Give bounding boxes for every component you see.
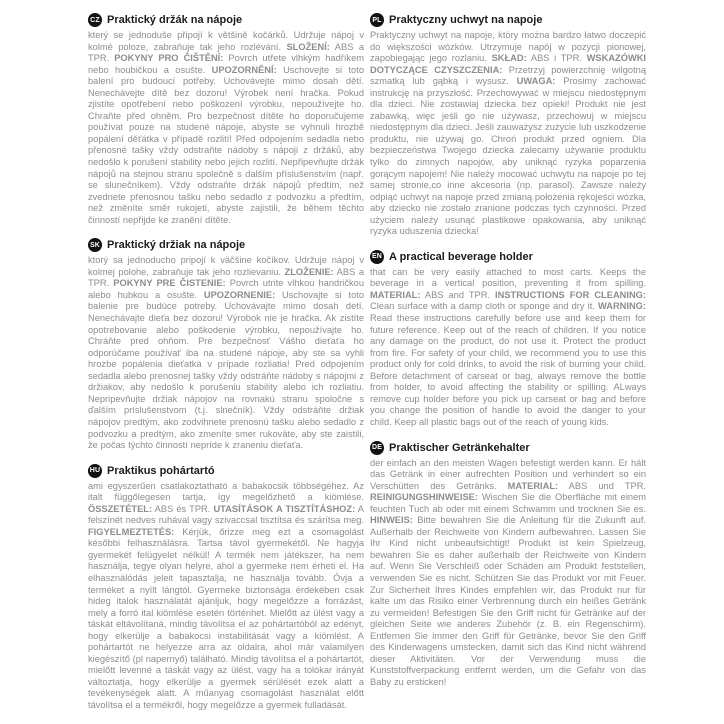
section-header (88, 464, 364, 478)
language-badge: CZ (88, 13, 102, 27)
section-body-text: der einfach an den meisten Wagen befestigt werden kann. Er hält das Getränk in einer aufrechten Position und verhindert so ein Verschütten des Getränks. MATERIAL: ABS und TPR. REINIGUNGSHINWEISE: Wischen Sie die Oberfläche mit einem feuchten Tuch ab oder mit einem Schwamm und trocknen Sie es. HINWEIS: Bitte bewahren Sie die Anleitung für die Zukunft auf. Außerhalb der Reichweite von Kindern aufbewahren. Lassen Sie Ihr Kind nicht unbeaufsichtigt! Produkt ist kein Spielzeug, bewahren Sie es daher außerhalb der Reichweite von Kindern auf. Wenn Sie Verschleiß oder Schäden am Produkt feststellen, verwenden Sie es nicht. Schützen Sie das Produkt vor mit Feuer. Zur Sicherheit Ihres Kindes empfehlen wir, das Produkt nur für kalte um das Risiko einer Verbrennung durch ein heißes Getränk zu vermeiden! Befestigen Sie den Griff nicht für Getränke auf der gleichen Seite wie anderes Zubehör (z. B. ein Regenschirm). Entfernen Sie immer den Griff für Getränke, bevor Sie den Griff des Kinderwagens umstecken, damit sich das Kind nicht während dieser Aktivitäten. Vor der Verwendung muss die Kunststoffverpackung entfernt werden, um die Gefahr von das Baby zu ersticken! (370, 457, 646, 687)
section-body-text: that can be very easily attached to most carts. Keeps the beverage in a vertical position, preventing it from spilling. MATERIAL: ABS and TPR. INSTRUCTIONS FOR CLEANING: Clean surface with a damp cloth or sponge and dry it. WARNING: Read these instructions carefully before use and keep them for future reference. Keep out of the reach of children. If you notice any damage on the product, do not use it. Protect the product from fire. For safety of your child, we recommend you to use this product only for cold drinks, to avoid the risk of burning your child. Before detachment of carseat or bag, always remove the bottle from holder, to avoid affecting the stability or spilling. ALways remove cup holder before you pick up carseat or bag and before you change the position of handle to avoid the danger to your child. Keep all plastic bags out of the reach of young kids. (370, 266, 646, 427)
section-title: Praktický držák na nápoje (107, 14, 243, 26)
language-badge: EN (370, 250, 384, 264)
language-section-cz (88, 13, 364, 226)
section-title: Praktický držiak na nápoje (107, 239, 246, 252)
language-badge: SK (88, 238, 102, 252)
section-header (88, 13, 364, 27)
section-title: Praktyczny uchwyt na napoje (389, 14, 543, 26)
section-body-text: který se jednoduše připojí k většině kočárků. Udržuje nápoj v kolmé poloze, zabraňuje tak jeho rozlévání. SLOŽENÍ: ABS a TPR. POKYNY PRO ČIŠTĚNÍ: Povrch utřete vlhkým hadříkem nebo houbičkou a osušte. UPOZORNĚNÍ: Uschovejte si toto balení pro budoucí potřeby. Uchovávejte mimo dosah dětí. Nenechávejte dítě bez dozoru! Výrobek není hračka. Pokud zjistíte opotřebení nebo poškození výrobku, nepoužívejte ho. Chraňte před ohněm. Pro bezpečnost dítěte ho doporučujeme používat pouze na studené nápoje, abyste se vyhnuli hrozbě popálení děťátka v případě rozlití! Před odpojením sedadla nebo přenosné tašky vždy odstraňte nádoby s nápoji z držáků, aby nedošlo k porušení stability nebo jejich rozlití. Nepřipevňujte držák nápojů na stejnou stranu společně s dalším příslušenstvím (např. se slunečníkem). Vždy odstraňte držák nápojů předtím, než zvednete přenosnou tašku nebo sedadlo z podvozku a předtím, než změníte směr rukojeti, abyste zajistili, že během těchto činností nepřijde ke zranění dítěte. (88, 30, 364, 225)
language-section-sk (88, 238, 364, 451)
section-body-text: ktorý sa jednoducho pripojí k väčšine kočíkov. Udržuje nápoj v kolmej polohe, zabraňuje tak jeho rozlievaniu. ZLOŽENIE: ABS a TPR. POKYNY PRE ČISTENIE: Povrch utrite vlhkou handričkou alebo hubkou a osušte. UPOZORNENIE: Uschovajte si toto balenie pre budúce potreby. Uchovávajte mimo dosah detí. Nenechávajte dieťa bez dozoru! Výrobok nie je hračka. Ak zistíte opotrebovanie alebo poškodenie výrobku, nepoužívajte ho. Chráňte pred ohňom. Pre bezpečnosť Vášho dieťaťa ho odporúčame používať iba na studené nápoje, aby ste sa vyhli hrozbe popálenia dieťatka v prípade rozliatia! Pred odpojením sedadla alebo prenosnej tašky vždy odstráňte nádoby s nápojmi z držiakov, aby nedošlo k porušeniu stability alebo ich rozliatiu. Nepripevňujte držiak nápojov na rovnakú stranu spoločne s ďalším príslušenstvom (t.j. slnečník). Vždy odstráňte držiak nápojov predtým, ako zodvihnete prenosnú tašku alebo sedadlo z podvozku a predtým, ako zmeníte smer rukoväte, aby ste zaistili, že počas týchto činností nepríde k zraneniu dieťaťa. (88, 255, 364, 451)
left-column (88, 13, 364, 714)
section-body-text: Praktyczny uchwyt na napoje, który można bardzo łatwo doczepić do większości wózków. Utrzymuje napój w pozycji pionowej, zapobiegając jego rozlaniu. SKŁAD: ABS i TPR. WSKAZÓWKI DOTYCZĄCE CZYSZCZENIA: Przetrzyj powierzchnię wilgotną szmatką lub gąbką i wysusz. UWAGA: Prosimy zachować instrukcję na przyszłość. Przechowywać w miejscu niedostępnym dla dzieci. Nie zostawiaj dziecka bez opieki! Produkt nie jest zabawką, więc jeśli go nie używasz, przechowuj w miejscu niedostępnym dla dzieci. Jeśli zauważysz zużycie lub uszkodzenie produktu, nie używaj go. Chroń produkt przed ogniem. Dla bezpieczeństwa Twojego dziecka zalecamy używanie produktu tylko do zimnych napojów, aby uniknąć ryzyka poparzenia gorącym napojem! Nie należy mocować uchwytu na napoje po tej samej stronie,co inne akcesoria (np. parasol). Zawsze należy odpiąć uchwyt na napoje przed zmianą położenia rękojeści wózka, aby dziecko nie zostało zranione podczas tych czynności. Przed użyciem należy usunąć plastikowe opakowania, aby uniknąć ryzyka uduszenia dziecka! (370, 30, 647, 237)
section-title: Praktikus pohártartó (107, 464, 215, 477)
language-section-en (370, 250, 646, 429)
language-badge: HU (88, 464, 102, 478)
section-title: Praktischer Getränkehalter (389, 441, 530, 454)
language-section-pl (370, 13, 646, 238)
language-badge: PL (370, 13, 384, 27)
section-header (88, 238, 364, 252)
section-header (370, 13, 646, 27)
language-badge: DE (370, 441, 384, 455)
section-title: A practical beverage holder (389, 250, 533, 263)
section-header (370, 441, 646, 455)
language-section-de (370, 441, 646, 689)
section-header (370, 250, 646, 264)
language-section-hu (88, 464, 364, 712)
right-column (370, 13, 646, 714)
section-body-text: ami egyszerűen csatlakoztatható a babakocsik többségéhez. Az italt függőlegesen tartja, így megelőzhető a kiömlése. ÖSSZETÉTEL: ABS és TPR. UTASÍTÁSOK A TISZTÍTÁSHOZ: A felszínét nedves ruhával vagy szivaccsal tisztítsa és szárítsa meg. FIGYELMEZTETÉS: Kérjük, őrizze meg ezt a csomagolást későbbi felhasználásra. Tartsa távol gyermekétől. Ne hagyja gyermekét felügyelet nélkül! A termék nem játékszer, ha nem használja, tegye olyan helyre, ahol a gyermeke nem érheti el. Ha elhasználódás jeleit tapasztalja, ne használja tovább. Óvja a terméket a nyílt lángtól. Gyermeke biztonsága érdekében csak hideg italok használatát ajánljuk, hogy megelőzze a forrázást, mely a forró ital kiömlése esetén történhet. Mielőtt az ülést vagy a táskát eltávolítaná, mindig távolítsa el az pohártartóból az edényt, hogy elkerülje a babakocsi instabilitását vagy a kiömlést. A pohártartót ne helyezze arra az oldalra, ahol már valamilyen kiegészítő (pl napernyő) található. Mindig távolítsa el a pohártartót, mielőtt levenné a táskát vagy az ülést, vagy ha a tolókar irányát változtatja, hogy elkerülje a gyermek sérülését ezek alatt a tevékenységek alatt. A műanyag csomagolást használat előtt távolítsa el a termékről, hogy megelőzze a gyermek fulladását. (88, 480, 365, 710)
